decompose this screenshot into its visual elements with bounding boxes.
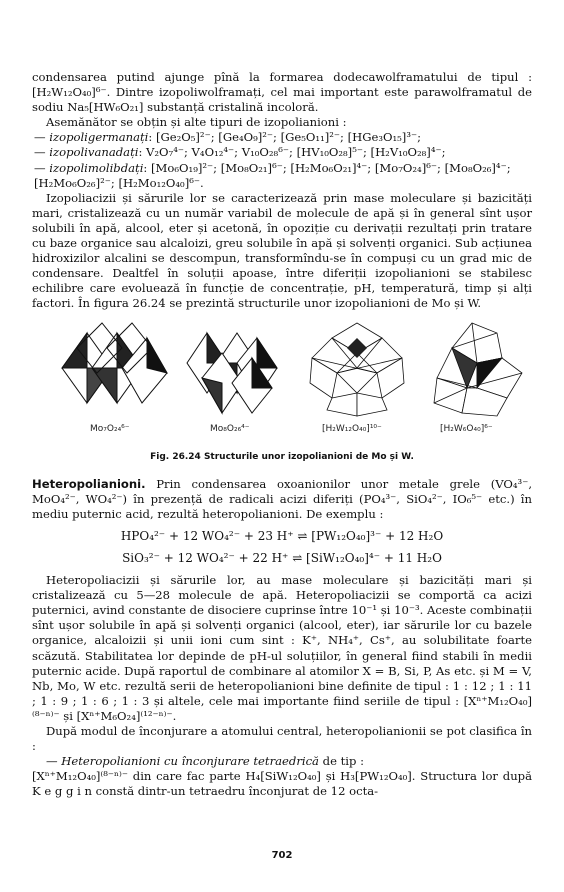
paragraph-text: Prin condensarea oxoanionilor unor metale grele (VO₄³⁻, MoO₄²⁻, WO₄²⁻) în prezență de radicali acizi diferiți (PO₄³⁻, SiO₄²⁻, IO₆⁵⁻ etc.) în mediu puternic acid, rezultă heteropolianioni. De exemplu : xyxy=(32,476,533,521)
mo8o26-structure-image xyxy=(177,318,287,418)
h2w6o40-structure-image xyxy=(422,318,532,418)
paragraph-classification: După modul de înconjurare a atomului central, heteropolianionii se pot clasifica în : xyxy=(32,724,532,754)
list-term: izopolimolibdați xyxy=(49,160,144,175)
figure-caption: Fig. 26.24 Structurile unor izopolianioni de Mo și W. xyxy=(150,451,414,462)
figure-label-2: Mo₈O₂₆⁴⁻ xyxy=(210,423,250,434)
h2w12o40-structure-image xyxy=(302,318,412,418)
list-formulas: : [Ge₂O₅]²⁻; [Ge₄O₉]²⁻; [Ge₅O₁₁]²⁻; [HGe₃O₁₅]³⁻; xyxy=(148,130,421,145)
list-item-germanates: — izopoligermanați: [Ge₂O₅]²⁻; [Ge₄O₉]²⁻; [Ge₅O₁₁]²⁻; [HGe₃O₁₅]³⁻; xyxy=(34,130,421,145)
figure-label-1: Mo₇O₂₄⁶⁻ xyxy=(90,423,130,434)
paragraph-other-types: Asemănător se obțin și alte tipuri de izopolianioni : xyxy=(46,115,347,130)
paragraph-hetero-properties: Heteropoliacizii și sărurile lor, au mase moleculare și bazicități mari și cristalizează cu 5—28 molecule de apă. Heteropoliacizii se comportă ca acizi puternici, avind constante de disociere cuprinse între 10⁻¹ și 10⁻³. Aceste combinații sînt ușor solubile în apă și solvenți organici (alcool, eter), iar sărurile lor cu bazele organice, alcaloizii și unii ioni cum sint : K⁺, NH₄⁺, Cs⁺, au solubilitate foarte scăzută. Stabilitatea lor depinde de pH-ul soluțiilor, în general fiind stabili în medii puternic acide. După raportul de combinare al atomilor X = B, Si, P, As etc. și M = V, Nb, Mo, W etc. rezultă serii de heteropolianioni bine definite de tipul : 1 : 12 ; 1 : 11 ; 1 : 9 ; 1 : 6 ; 1 : 3 și altele, cele mai importante fiind seriile de tipul : [Xⁿ⁺M₁₂O₄₀]⁽⁸⁻ⁿ⁾⁻ și [Xⁿ⁺M₆O₂₄]⁽¹²⁻ⁿ⁾⁻. xyxy=(32,573,532,723)
paragraph-intro: condensarea putind ajunge pînă la formarea dodecawolframatului de tipul : [H₂W₁₂O₄₀]⁶⁻. Dintre izopoliwolframați, cel mai important este parawolframatul de sodiu Na₅[HW₆O₂₁] substanță cristalină incoloră. xyxy=(32,70,532,115)
list-item-vanadates: — izopolivanadați: V₂O₇⁴⁻; V₄O₁₂⁴⁻; V₁₀O₂₈⁶⁻; [HV₁₀O₂₈]⁵⁻; [H₂V₁₀O₂₈]⁴⁻; xyxy=(34,145,446,160)
figure-label-4: [H₂W₆O₄₀]⁶⁻ xyxy=(440,423,493,434)
paragraph-text: de tip : xyxy=(318,754,365,769)
page-number: 702 xyxy=(271,850,293,861)
structure-figure xyxy=(32,318,532,448)
list-formulas: : V₂O₇⁴⁻; V₄O₁₂⁴⁻; V₁₀O₂₈⁶⁻; [HV₁₀O₂₈]⁵⁻; [H₂V₁₀O₂₈]⁴⁻; xyxy=(138,145,446,160)
paragraph-heteropolyanions xyxy=(32,477,532,522)
section-heading: Heteropolianioni. xyxy=(32,476,146,491)
list-term: izopoligermanați xyxy=(49,130,149,145)
figure-label-3: [H₂W₁₂O₄₀]¹⁰⁻ xyxy=(322,423,382,434)
equation-1: HPO₄²⁻ + 12 WO₄²⁻ + 23 H⁺ ⇌ [PW₁₂O₄₀]³⁻ + 12 H₂O xyxy=(120,528,444,543)
paragraph-properties: Izopoliacizii și sărurile lor se caracterizează prin mase moleculare și bazicități mari, cristalizează cu un număr variabil de molecule de apă și în general sînt ușor solubili în apă, alcool, eter și acetonă, în opoziție cu derivații rezultați prin tratare cu baze organice sau alcaloizi, greu solubile în apă și solvenți organici. Sub acțiunea hidroxizilor alcalini se descompun, transformîndu-se în compuși cu un grad mic de condensare. Dealtfel în soluții apoase, între diferiții izopolianioni se stabilesc echilibre care evoluează în funcție de concentrație, pH, temperatură, timp și alți factori. În figura 26.24 se prezintă structurile unor izopolianioni de Mo și W. xyxy=(32,190,532,311)
mo7o24-structure-image xyxy=(52,318,172,418)
paragraph-keggin: [Xⁿ⁺M₁₂O₄₀]⁽⁸⁻ⁿ⁾⁻ din care fac parte H₄[SiW₁₂O₄₀] și H₃[PW₁₂O₄₀]. Structura lor după K e g g i n constă dintr-un tetraedru înconjurat de 12 octa- xyxy=(32,769,532,799)
list-term: izopolivanadați xyxy=(49,145,139,160)
paragraph-tetrahedral xyxy=(32,754,532,769)
equation-2: SiO₃²⁻ + 12 WO₄²⁻ + 22 H⁺ ⇌ [SiW₁₂O₄₀]⁴⁻ + 11 H₂O xyxy=(122,550,442,565)
page-body xyxy=(32,70,532,799)
list-item-molybdates: — izopolimolibdați: [Mo₆O₁₉]²⁻; [Mo₈O₂₁]⁶⁻; [H₂Mo₆O₂₁]⁴⁻; [Mo₇O₂₄]⁶⁻; [Mo₈O₂₆]⁴⁻; [H₂Mo₆O₂₆]²⁻; [H₂Mo₁₂O₄₀]⁶⁻. xyxy=(34,160,511,190)
isopolyanion-list xyxy=(32,130,532,190)
list-formulas: : [Mo₆O₁₉]²⁻; [Mo₈O₂₁]⁶⁻; [H₂Mo₆O₂₁]⁴⁻; [Mo₇O₂₄]⁶⁻; [Mo₈O₂₆]⁴⁻; [H₂Mo₆O₂₆]²⁻; [H₂Mo₁₂O₄₀]⁶⁻. xyxy=(34,160,511,190)
italic-term: — Heteropolianioni cu înconjurare tetraedrică xyxy=(46,754,319,769)
